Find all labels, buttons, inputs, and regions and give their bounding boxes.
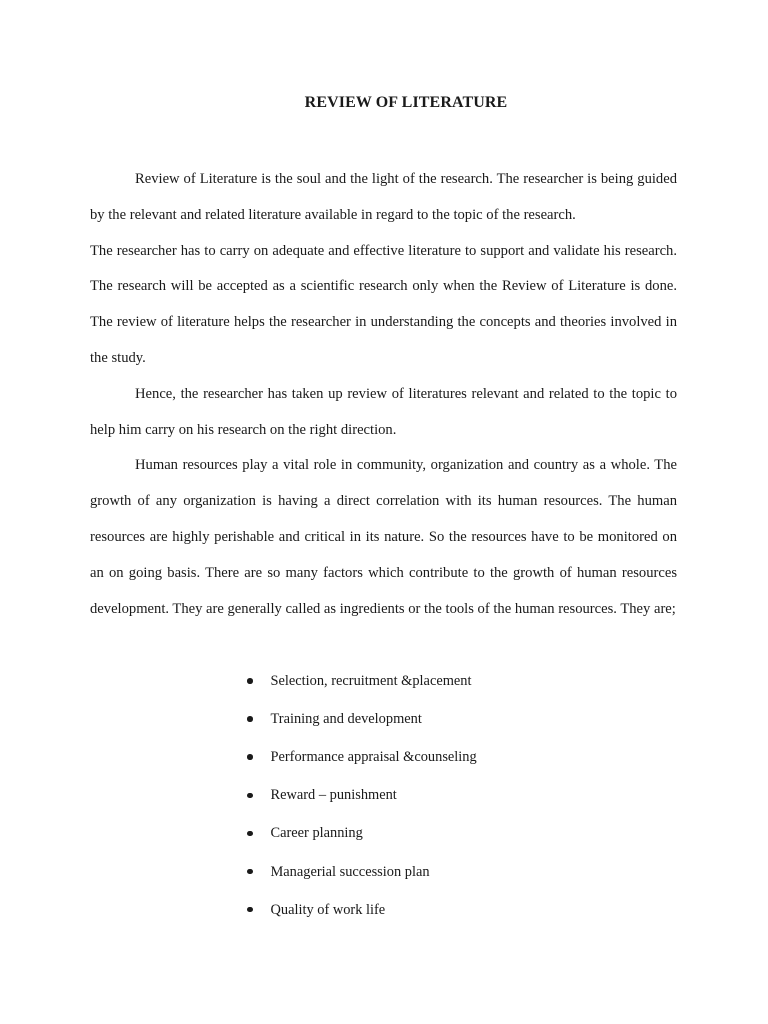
bullet-item (247, 700, 477, 738)
bullet-item (247, 738, 477, 776)
document-body (90, 162, 677, 627)
paragraph: Review of Literature is the soul and the light of the research. The researcher is being guided by the relevant and related literature available in regard to the topic of the research. (90, 171, 677, 223)
bullet-icon (247, 716, 253, 722)
bullet-item (247, 814, 477, 852)
bullet-text: Managerial succession plan (270, 863, 430, 880)
bullet-icon (247, 907, 253, 913)
paragraph: Hence, the researcher has taken up review of literatures relevant and related to the topic to help him carry on his research on the right direction. (90, 385, 677, 438)
bullet-item (247, 776, 477, 814)
bullet-text: Training and development (270, 711, 422, 728)
bullet-text: Quality of work life (270, 901, 386, 918)
bullet-icon (247, 869, 253, 875)
bullet-text: Performance appraisal &counseling (270, 749, 477, 766)
bullet-item (247, 891, 477, 929)
paragraph: Human resources play a vital role in community, organization and country as a whole. The growth of any organization is having a direct correlation with its human resources. The human resources are highly perishable and critical in its nature. So the resources have to be monitored on an on going basis. There are so many factors which contribute to the growth of human resources development. They are generally called as ingredients or the tools of the human resources. They are; (90, 457, 677, 617)
bullet-item (247, 662, 477, 700)
bullet-text: Career planning (270, 825, 363, 842)
bullet-icon (247, 754, 253, 760)
bullet-list (247, 662, 477, 929)
bullet-icon (247, 831, 253, 837)
paragraph: The researcher has to carry on adequate and effective literature to support and validate his research. The research will be accepted as a scientific research only when the Review of Literature is done. The review of literature helps the researcher in understanding the concepts and theories involved in the study. (90, 242, 677, 366)
bullet-item (247, 852, 477, 890)
bullet-icon (247, 678, 253, 684)
bullet-text: Reward – punishment (270, 787, 397, 804)
bullet-icon (247, 793, 253, 799)
document-title: REVIEW OF LITERATURE (304, 94, 508, 111)
bullet-text: Selection, recruitment &placement (270, 673, 472, 690)
